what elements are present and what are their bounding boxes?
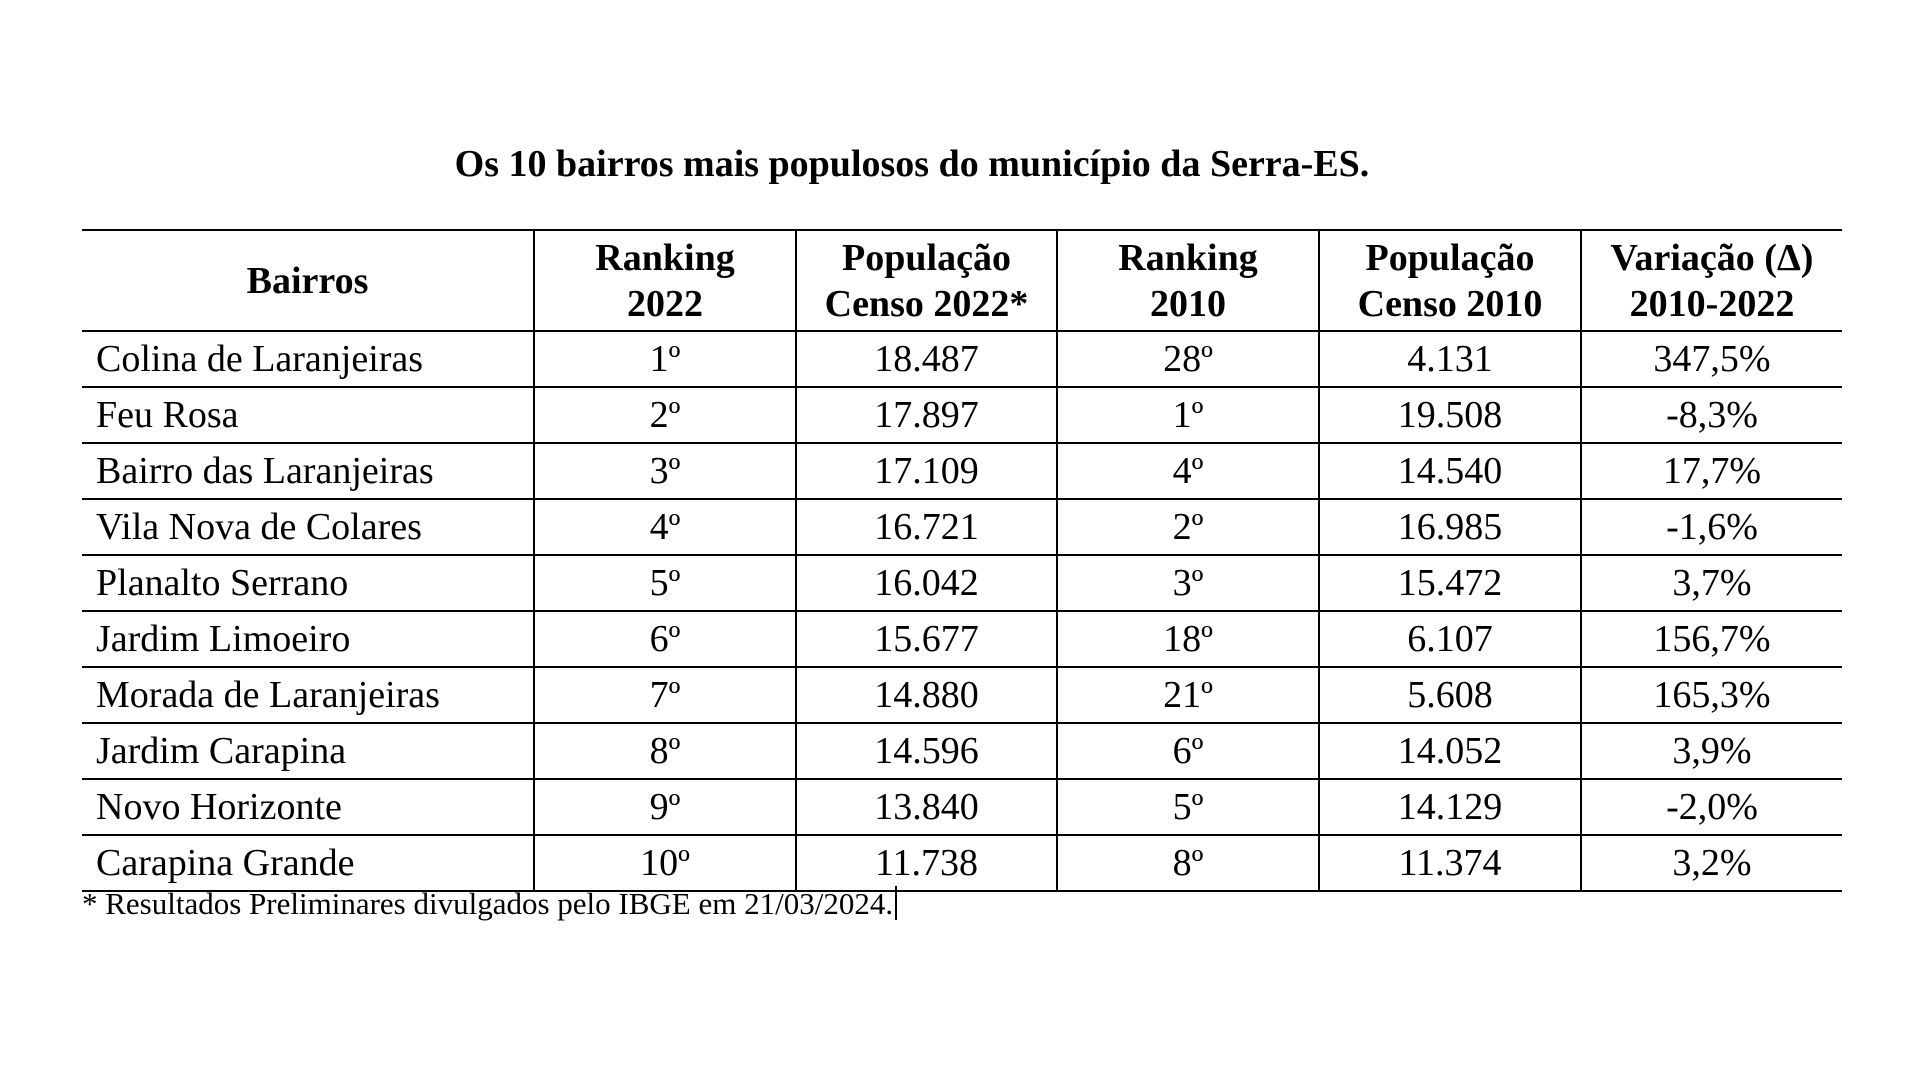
cell-populacao-2010: 15.472	[1319, 555, 1581, 611]
cell-ranking-2010: 4º	[1057, 443, 1319, 499]
cell-populacao-2010: 5.608	[1319, 667, 1581, 723]
cell-bairro: Feu Rosa	[82, 387, 534, 443]
cell-ranking-2022: 7º	[534, 667, 796, 723]
table-title-text: Os 10 bairros mais populosos do município da Serra-ES.	[454, 143, 1370, 185]
cell-bairro: Morada de Laranjeiras	[82, 667, 534, 723]
cell-populacao-2010: 14.129	[1319, 779, 1581, 835]
cell-variacao: -1,6%	[1581, 499, 1842, 555]
cell-populacao-2010: 14.052	[1319, 723, 1581, 779]
cell-ranking-2010: 2º	[1057, 499, 1319, 555]
table-row	[82, 555, 1842, 611]
cell-ranking-2022: 10º	[534, 835, 796, 891]
cell-ranking-2010: 28º	[1057, 331, 1319, 387]
table-row	[82, 723, 1842, 779]
table-title	[82, 140, 1842, 188]
cell-variacao: 3,7%	[1581, 555, 1842, 611]
cell-populacao-2022: 17.897	[796, 387, 1057, 443]
cell-ranking-2010: 21º	[1057, 667, 1319, 723]
cell-bairro: Planalto Serrano	[82, 555, 534, 611]
table-row	[82, 443, 1842, 499]
cell-ranking-2010: 5º	[1057, 779, 1319, 835]
cell-ranking-2022: 1º	[534, 331, 796, 387]
cell-variacao: 3,9%	[1581, 723, 1842, 779]
cell-populacao-2022: 14.596	[796, 723, 1057, 779]
header-variacao: Variação (Δ) 2010-2022	[1581, 230, 1842, 331]
cell-populacao-2010: 14.540	[1319, 443, 1581, 499]
header-row	[82, 230, 1842, 331]
cell-bairro: Carapina Grande	[82, 835, 534, 891]
cell-ranking-2022: 3º	[534, 443, 796, 499]
cell-ranking-2022: 8º	[534, 723, 796, 779]
cell-variacao: 3,2%	[1581, 835, 1842, 891]
table-row	[82, 499, 1842, 555]
population-table	[82, 229, 1842, 892]
cell-ranking-2010: 1º	[1057, 387, 1319, 443]
footnote[interactable]	[82, 884, 897, 924]
table-row	[82, 667, 1842, 723]
cell-ranking-2022: 6º	[534, 611, 796, 667]
table-row	[82, 779, 1842, 835]
header-bairros: Bairros	[82, 230, 534, 331]
cell-variacao: 17,7%	[1581, 443, 1842, 499]
cell-ranking-2010: 3º	[1057, 555, 1319, 611]
text-cursor	[895, 886, 897, 920]
cell-populacao-2022: 15.677	[796, 611, 1057, 667]
cell-bairro: Novo Horizonte	[82, 779, 534, 835]
cell-ranking-2022: 4º	[534, 499, 796, 555]
cell-populacao-2022: 14.880	[796, 667, 1057, 723]
cell-variacao: -8,3%	[1581, 387, 1842, 443]
cell-populacao-2010: 19.508	[1319, 387, 1581, 443]
header-ranking-2022: Ranking 2022	[534, 230, 796, 331]
cell-populacao-2022: 17.109	[796, 443, 1057, 499]
table-row	[82, 387, 1842, 443]
cell-populacao-2022: 16.721	[796, 499, 1057, 555]
cell-bairro: Jardim Limoeiro	[82, 611, 534, 667]
cell-populacao-2022: 11.738	[796, 835, 1057, 891]
cell-populacao-2022: 13.840	[796, 779, 1057, 835]
cell-ranking-2022: 2º	[534, 387, 796, 443]
cell-bairro: Bairro das Laranjeiras	[82, 443, 534, 499]
header-ranking-2010: Ranking 2010	[1057, 230, 1319, 331]
cell-populacao-2010: 6.107	[1319, 611, 1581, 667]
cell-variacao: -2,0%	[1581, 779, 1842, 835]
footnote-text: * Resultados Preliminares divulgados pelo IBGE em 21/03/2024.	[82, 886, 894, 921]
cell-populacao-2010: 4.131	[1319, 331, 1581, 387]
cell-bairro: Jardim Carapina	[82, 723, 534, 779]
table-row	[82, 835, 1842, 891]
cell-bairro: Vila Nova de Colares	[82, 499, 534, 555]
header-populacao-2022: População Censo 2022*	[796, 230, 1057, 331]
cell-populacao-2022: 16.042	[796, 555, 1057, 611]
cell-variacao: 165,3%	[1581, 667, 1842, 723]
cell-ranking-2022: 5º	[534, 555, 796, 611]
table-body	[82, 331, 1842, 891]
cell-variacao: 347,5%	[1581, 331, 1842, 387]
cell-ranking-2022: 9º	[534, 779, 796, 835]
table-row	[82, 611, 1842, 667]
cell-bairro: Colina de Laranjeiras	[82, 331, 534, 387]
table-row	[82, 331, 1842, 387]
cell-populacao-2010: 11.374	[1319, 835, 1581, 891]
header-populacao-2010: População Censo 2010	[1319, 230, 1581, 331]
cell-populacao-2010: 16.985	[1319, 499, 1581, 555]
cell-ranking-2010: 8º	[1057, 835, 1319, 891]
cell-ranking-2010: 18º	[1057, 611, 1319, 667]
cell-variacao: 156,7%	[1581, 611, 1842, 667]
cell-ranking-2010: 6º	[1057, 723, 1319, 779]
cell-populacao-2022: 18.487	[796, 331, 1057, 387]
